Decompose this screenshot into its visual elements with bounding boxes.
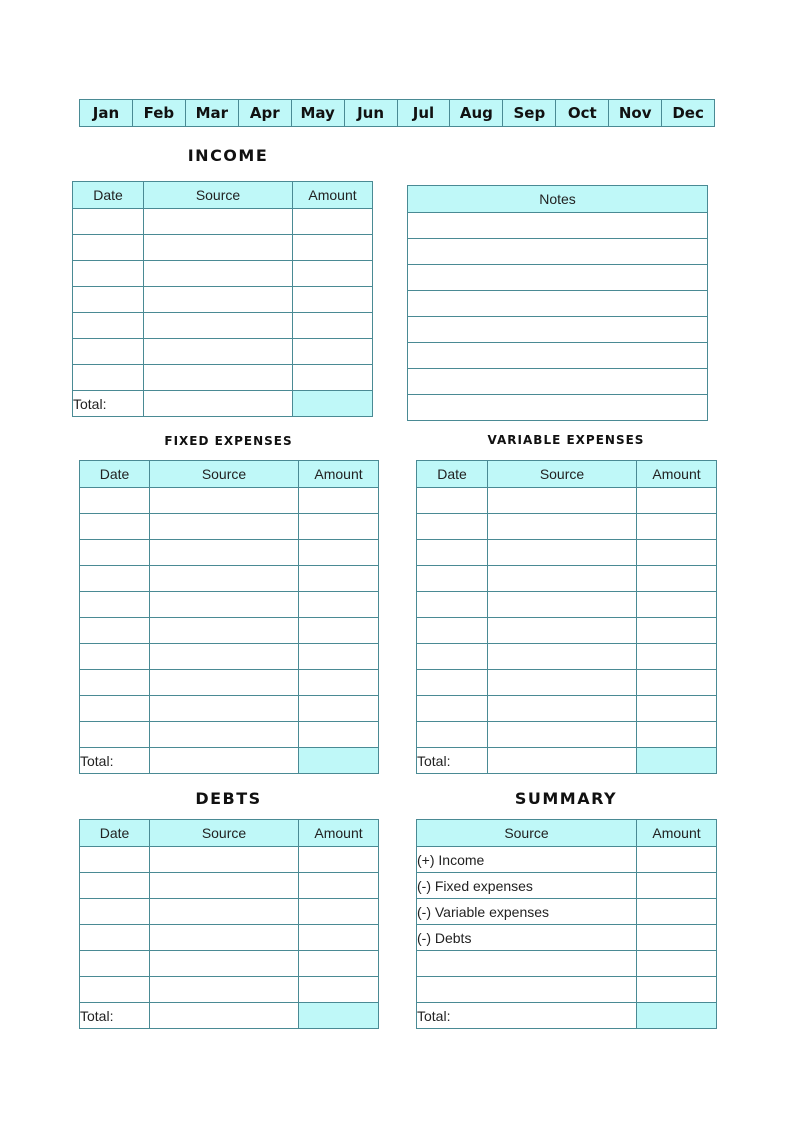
date-cell[interactable] [73, 261, 144, 287]
amount-cell[interactable] [637, 488, 717, 514]
source-cell[interactable] [150, 899, 299, 925]
amount-cell[interactable] [299, 722, 379, 748]
summary-fixed-label: (-) Fixed expenses [417, 873, 637, 899]
month-tab-sep[interactable]: Sep [502, 100, 555, 126]
amount-cell[interactable] [637, 722, 717, 748]
fixed-expenses-table [79, 460, 379, 774]
date-cell[interactable] [417, 696, 488, 722]
source-cell[interactable] [488, 566, 637, 592]
summary-title: SUMMARY [514, 789, 618, 808]
amount-cell[interactable] [299, 977, 379, 1003]
date-cell[interactable] [73, 209, 144, 235]
summary-total-label: Total: [417, 1003, 637, 1029]
summary-source-header: Source [417, 820, 637, 847]
table-row [73, 235, 373, 261]
notes-line [408, 395, 708, 421]
source-cell[interactable] [488, 644, 637, 670]
debts-date-header: Date [80, 820, 150, 847]
date-cell[interactable] [80, 696, 150, 722]
fixed-total-label: Total: [80, 748, 150, 774]
source-cell[interactable] [150, 722, 299, 748]
date-cell[interactable] [80, 488, 150, 514]
income-title: INCOME [187, 146, 269, 165]
date-cell[interactable] [80, 977, 150, 1003]
income-total-amount[interactable] [293, 391, 373, 417]
summary-row-debts [417, 925, 717, 951]
source-cell[interactable] [150, 670, 299, 696]
source-cell[interactable] [150, 847, 299, 873]
notes-line [408, 291, 708, 317]
summary-row-variable [417, 899, 717, 925]
source-cell[interactable] [144, 287, 293, 313]
month-tab-jun[interactable]: Jun [344, 100, 397, 126]
month-tab-oct[interactable]: Oct [555, 100, 608, 126]
date-cell[interactable] [73, 313, 144, 339]
source-cell[interactable] [150, 618, 299, 644]
table-row [73, 339, 373, 365]
table-row [73, 313, 373, 339]
date-cell[interactable] [80, 592, 150, 618]
date-cell[interactable] [73, 365, 144, 391]
summary-variable-label: (-) Variable expenses [417, 899, 637, 925]
income-amount-header: Amount [293, 182, 373, 209]
fixed-source-header: Source [150, 461, 299, 488]
variable-total-label: Total: [417, 748, 488, 774]
summary-blank-amount[interactable] [637, 977, 717, 1003]
amount-cell[interactable] [299, 696, 379, 722]
amount-cell[interactable] [637, 514, 717, 540]
date-cell[interactable] [80, 618, 150, 644]
total-row [80, 748, 379, 774]
month-tab-nov[interactable]: Nov [608, 100, 661, 126]
source-cell[interactable] [144, 313, 293, 339]
amount-cell[interactable] [299, 566, 379, 592]
month-tab-apr[interactable]: Apr [238, 100, 291, 126]
source-cell[interactable] [150, 977, 299, 1003]
summary-blank-amount[interactable] [637, 951, 717, 977]
date-cell[interactable] [73, 287, 144, 313]
amount-cell[interactable] [293, 235, 373, 261]
source-cell[interactable] [150, 540, 299, 566]
table-row [417, 488, 717, 514]
month-tab-jan[interactable]: Jan [92, 104, 120, 122]
month-tab-mar[interactable]: Mar [185, 100, 238, 126]
total-spacer [144, 391, 293, 417]
amount-cell[interactable] [637, 696, 717, 722]
table-row [417, 644, 717, 670]
table-row [73, 287, 373, 313]
table-row [80, 847, 379, 873]
summary-row-blank [417, 951, 717, 977]
amount-cell[interactable] [293, 339, 373, 365]
notes-cell[interactable] [408, 291, 708, 317]
income-table [72, 181, 373, 417]
amount-cell[interactable] [299, 540, 379, 566]
notes-cell[interactable] [408, 395, 708, 421]
summary-debts-label: (-) Debts [417, 925, 637, 951]
amount-cell[interactable] [637, 644, 717, 670]
source-cell[interactable] [488, 722, 637, 748]
summary-blank-label[interactable] [417, 951, 637, 977]
source-cell[interactable] [488, 670, 637, 696]
amount-cell[interactable] [637, 566, 717, 592]
fixed-expenses-title: FIXED EXPENSES [164, 434, 293, 448]
source-cell[interactable] [150, 951, 299, 977]
table-row [80, 951, 379, 977]
variable-expenses-table [416, 460, 717, 774]
date-cell[interactable] [417, 514, 488, 540]
table-row [417, 722, 717, 748]
amount-cell[interactable] [299, 873, 379, 899]
source-cell[interactable] [488, 488, 637, 514]
notes-cell[interactable] [408, 369, 708, 395]
debts-title: DEBTS [195, 789, 262, 808]
source-cell[interactable] [150, 644, 299, 670]
amount-cell[interactable] [299, 847, 379, 873]
table-row [80, 566, 379, 592]
notes-cell[interactable] [408, 343, 708, 369]
source-cell[interactable] [488, 696, 637, 722]
source-cell[interactable] [150, 592, 299, 618]
table-row [80, 696, 379, 722]
fixed-total-amount[interactable] [299, 748, 379, 774]
table-row [80, 670, 379, 696]
source-cell[interactable] [150, 514, 299, 540]
variable-date-header: Date [417, 461, 488, 488]
source-cell[interactable] [150, 488, 299, 514]
date-cell[interactable] [80, 847, 150, 873]
summary-amount-header: Amount [637, 820, 717, 847]
amount-cell[interactable] [293, 313, 373, 339]
amount-cell[interactable] [299, 951, 379, 977]
date-cell[interactable] [80, 925, 150, 951]
date-cell[interactable] [80, 670, 150, 696]
total-row [417, 748, 717, 774]
income-source-header: Source [144, 182, 293, 209]
table-row [417, 670, 717, 696]
table-row [417, 514, 717, 540]
table-row [80, 514, 379, 540]
notes-cell[interactable] [408, 317, 708, 343]
income-total-label: Total: [73, 391, 144, 417]
notes-line [408, 369, 708, 395]
source-cell[interactable] [144, 365, 293, 391]
table-row [80, 925, 379, 951]
date-cell[interactable] [80, 644, 150, 670]
table-row [73, 209, 373, 235]
source-cell[interactable] [488, 514, 637, 540]
table-row [417, 696, 717, 722]
amount-cell[interactable] [299, 670, 379, 696]
date-cell[interactable] [80, 873, 150, 899]
notes-cell[interactable] [408, 213, 708, 239]
month-tab-may[interactable]: May [291, 100, 344, 126]
variable-amount-header: Amount [637, 461, 717, 488]
table-row [80, 540, 379, 566]
notes-cell[interactable] [408, 265, 708, 291]
date-cell[interactable] [417, 592, 488, 618]
summary-fixed-amount[interactable] [637, 873, 717, 899]
amount-cell[interactable] [299, 644, 379, 670]
date-cell[interactable] [417, 722, 488, 748]
total-row [73, 391, 373, 417]
date-cell[interactable] [80, 566, 150, 592]
source-cell[interactable] [150, 925, 299, 951]
source-cell[interactable] [144, 261, 293, 287]
summary-row-blank [417, 977, 717, 1003]
amount-cell[interactable] [293, 261, 373, 287]
debts-amount-header: Amount [299, 820, 379, 847]
date-cell[interactable] [73, 235, 144, 261]
variable-expenses-title: VARIABLE EXPENSES [487, 433, 645, 447]
date-cell[interactable] [417, 644, 488, 670]
date-cell[interactable] [80, 951, 150, 977]
table-row [80, 873, 379, 899]
date-cell[interactable] [417, 670, 488, 696]
table-row [80, 722, 379, 748]
table-row [417, 618, 717, 644]
source-cell[interactable] [144, 235, 293, 261]
table-row [80, 618, 379, 644]
variable-total-amount[interactable] [637, 748, 717, 774]
source-cell[interactable] [150, 873, 299, 899]
summary-row-fixed [417, 873, 717, 899]
month-tab-feb[interactable]: Feb [132, 100, 185, 126]
fixed-date-header: Date [80, 461, 150, 488]
summary-income-amount[interactable] [637, 847, 717, 873]
notes-line [408, 343, 708, 369]
table-row [80, 644, 379, 670]
debts-total-amount[interactable] [299, 1003, 379, 1029]
amount-cell[interactable] [293, 365, 373, 391]
fixed-amount-header: Amount [299, 461, 379, 488]
table-row [73, 365, 373, 391]
table-row [80, 488, 379, 514]
amount-cell[interactable] [293, 209, 373, 235]
amount-cell[interactable] [299, 592, 379, 618]
amount-cell[interactable] [299, 618, 379, 644]
summary-total-amount[interactable] [637, 1003, 717, 1029]
summary-variable-amount[interactable] [637, 899, 717, 925]
table-row [417, 566, 717, 592]
date-cell[interactable] [417, 566, 488, 592]
month-tab-aug[interactable]: Aug [449, 100, 502, 126]
month-tab-dec[interactable]: Dec [661, 100, 714, 126]
amount-cell[interactable] [299, 925, 379, 951]
notes-cell[interactable] [408, 239, 708, 265]
amount-cell[interactable] [637, 670, 717, 696]
source-cell[interactable] [488, 592, 637, 618]
amount-cell[interactable] [637, 592, 717, 618]
source-cell[interactable] [144, 209, 293, 235]
date-cell[interactable] [73, 339, 144, 365]
month-tab-jul[interactable]: Jul [397, 100, 450, 126]
amount-cell[interactable] [637, 618, 717, 644]
table-row [73, 261, 373, 287]
amount-cell[interactable] [637, 540, 717, 566]
table-row [417, 592, 717, 618]
debts-table [79, 819, 379, 1029]
date-cell[interactable] [417, 488, 488, 514]
month-tabs [79, 99, 715, 127]
source-cell[interactable] [488, 540, 637, 566]
summary-debts-amount[interactable] [637, 925, 717, 951]
date-cell[interactable] [417, 540, 488, 566]
total-row [80, 1003, 379, 1029]
summary-row-income [417, 847, 717, 873]
amount-cell[interactable] [293, 287, 373, 313]
date-cell[interactable] [80, 899, 150, 925]
summary-income-label: (+) Income [417, 847, 637, 873]
summary-table [416, 819, 717, 1029]
amount-cell[interactable] [299, 514, 379, 540]
amount-cell[interactable] [299, 899, 379, 925]
notes-header: Notes [408, 186, 708, 213]
notes-line [408, 239, 708, 265]
notes-table [407, 185, 708, 421]
amount-cell[interactable] [299, 488, 379, 514]
notes-line [408, 213, 708, 239]
total-row [417, 1003, 717, 1029]
total-spacer [150, 1003, 299, 1029]
table-row [80, 899, 379, 925]
date-cell[interactable] [80, 514, 150, 540]
table-row [80, 977, 379, 1003]
source-cell[interactable] [150, 566, 299, 592]
debts-total-label: Total: [80, 1003, 150, 1029]
income-date-header: Date [73, 182, 144, 209]
date-cell[interactable] [80, 722, 150, 748]
debts-source-header: Source [150, 820, 299, 847]
summary-blank-label[interactable] [417, 977, 637, 1003]
table-row [80, 592, 379, 618]
notes-line [408, 265, 708, 291]
source-cell[interactable] [488, 618, 637, 644]
notes-line [408, 317, 708, 343]
total-spacer [150, 748, 299, 774]
table-row [417, 540, 717, 566]
source-cell[interactable] [144, 339, 293, 365]
date-cell[interactable] [417, 618, 488, 644]
date-cell[interactable] [80, 540, 150, 566]
source-cell[interactable] [150, 696, 299, 722]
variable-source-header: Source [488, 461, 637, 488]
total-spacer [488, 748, 637, 774]
